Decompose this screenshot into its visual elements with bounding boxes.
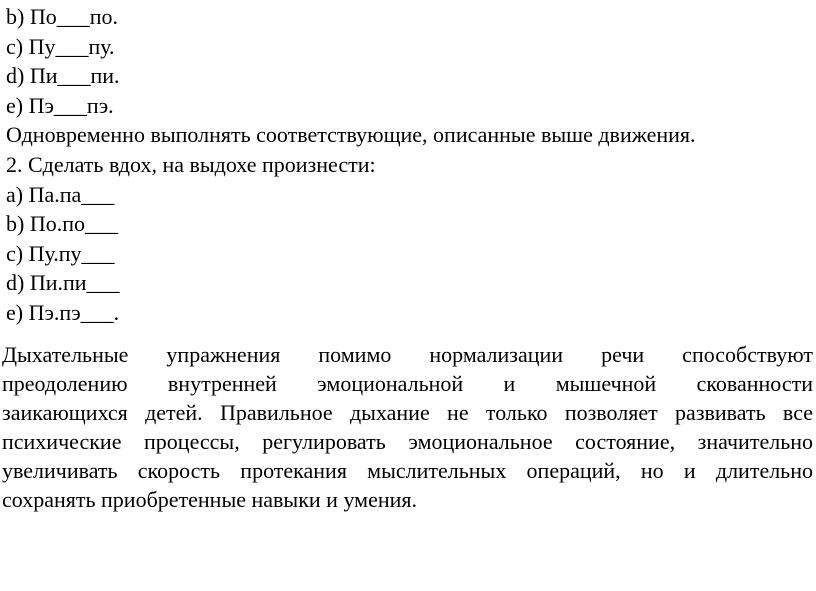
list-item: c) Пу___пу. (6, 33, 115, 59)
body-paragraph (2, 340, 813, 514)
paragraph-line: психические процессы, регулировать эмоциональное состояние, значительно (2, 429, 813, 454)
paragraph-line: увеличивать скорость протекания мыслительных операций, но и длительно (2, 458, 813, 483)
exercise-list (6, 2, 806, 328)
list-item: e) Пэ.пэ___. (6, 299, 120, 325)
list-item: d) Пи.пи___ (6, 270, 120, 296)
list-item: a) Па.па___ (6, 181, 115, 207)
list-item: c) Пу.пу___ (6, 240, 115, 266)
instruction-text: Одновременно выполнять соответствующие, описанные выше движения. (6, 122, 696, 148)
list-item: b) По.по___ (6, 211, 118, 237)
paragraph-line: преодолению внутренней эмоциональной и мышечной скованности (2, 371, 813, 396)
list-item: d) Пи___пи. (6, 63, 120, 89)
list-item: b) По___по. (6, 4, 118, 29)
paragraph-line: заикающихся детей. Правильное дыхание не только позволяет развивать все (2, 400, 813, 425)
list-item: e) Пэ___пэ. (6, 92, 114, 118)
paragraph-line: Дыхательные упражнения помимо нормализации речи способствуют (2, 342, 813, 367)
paragraph-line: сохранять приобретенные навыки и умения. (2, 487, 418, 512)
step-heading: 2. Сделать вдох, на выдохе произнести: (6, 151, 376, 177)
